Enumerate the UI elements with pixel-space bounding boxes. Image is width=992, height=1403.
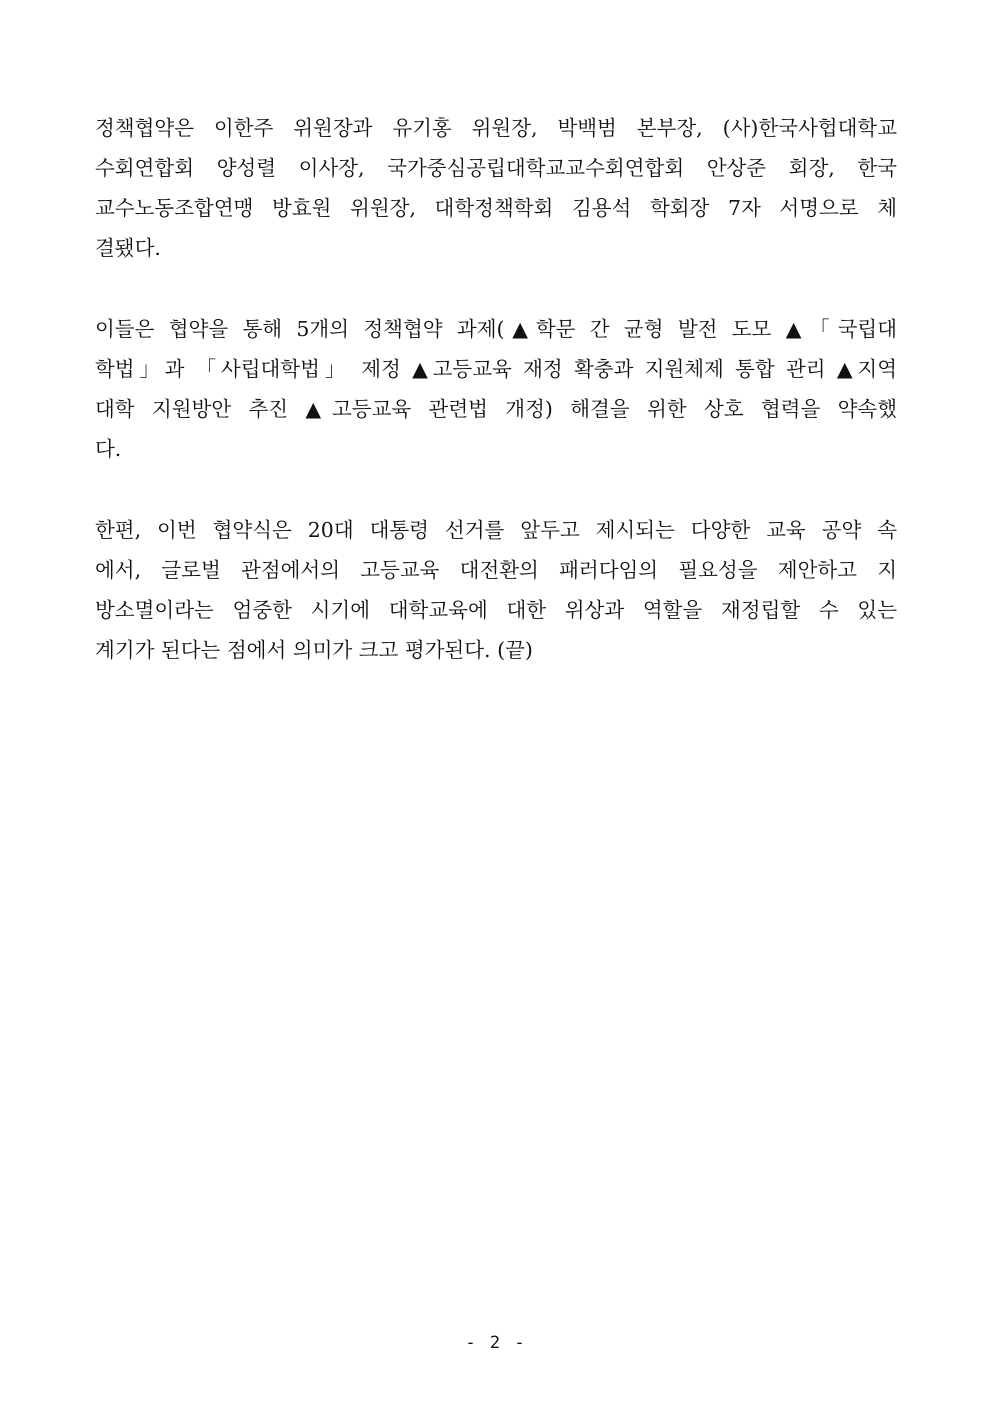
- body-text: [95, 108, 897, 711]
- paragraph-agenda: [95, 309, 897, 469]
- text-line: 이들은 협약을 통해 5개의 정책협약 과제(▲학문 간 균형 발전 도모 ▲「국립대: [95, 317, 897, 341]
- page-number: - 2 -: [465, 1333, 527, 1353]
- text-line: 결됐다.: [95, 236, 161, 260]
- text-line: 에서, 글로벌 관점에서의 고등교육 대전환의 패러다임의 필요성을 제안하고 지: [95, 558, 897, 582]
- text-line: 학법」과 「사립대학법」 제정 ▲고등교육 재정 확충과 지원체제 통합 관리 ▲지역: [95, 357, 897, 381]
- text-line: 대학 지원방안 추진 ▲고등교육 관련법 개정) 해결을 위한 상호 협력을 약속했: [95, 397, 897, 421]
- paragraph-signing: [95, 108, 897, 268]
- text-line: 수회연합회 양성렬 이사장, 국가중심공립대학교교수회연합회 안상준 회장, 한국: [95, 156, 897, 180]
- text-line: 정책협약은 이한주 위원장과 유기홍 위원장, 박백범 본부장, (사)한국사헙대학교: [95, 116, 897, 140]
- text-line: 다.: [95, 437, 122, 461]
- text-line: 교수노동조합연맹 방효원 위원장, 대학정책학회 김용석 학회장 7자 서명으로 체: [95, 196, 897, 220]
- text-line: 방소멸이라는 엄중한 시기에 대학교육에 대한 위상과 역할을 재정립할 수 있는: [95, 598, 897, 622]
- paragraph-significance: [95, 510, 897, 670]
- text-line: 계기가 된다는 점에서 의미가 크고 평가된다. (끝): [95, 638, 533, 662]
- text-line: 한편, 이번 협약식은 20대 대통령 선거를 앞두고 제시되는 다양한 교육 공약 속: [95, 518, 897, 542]
